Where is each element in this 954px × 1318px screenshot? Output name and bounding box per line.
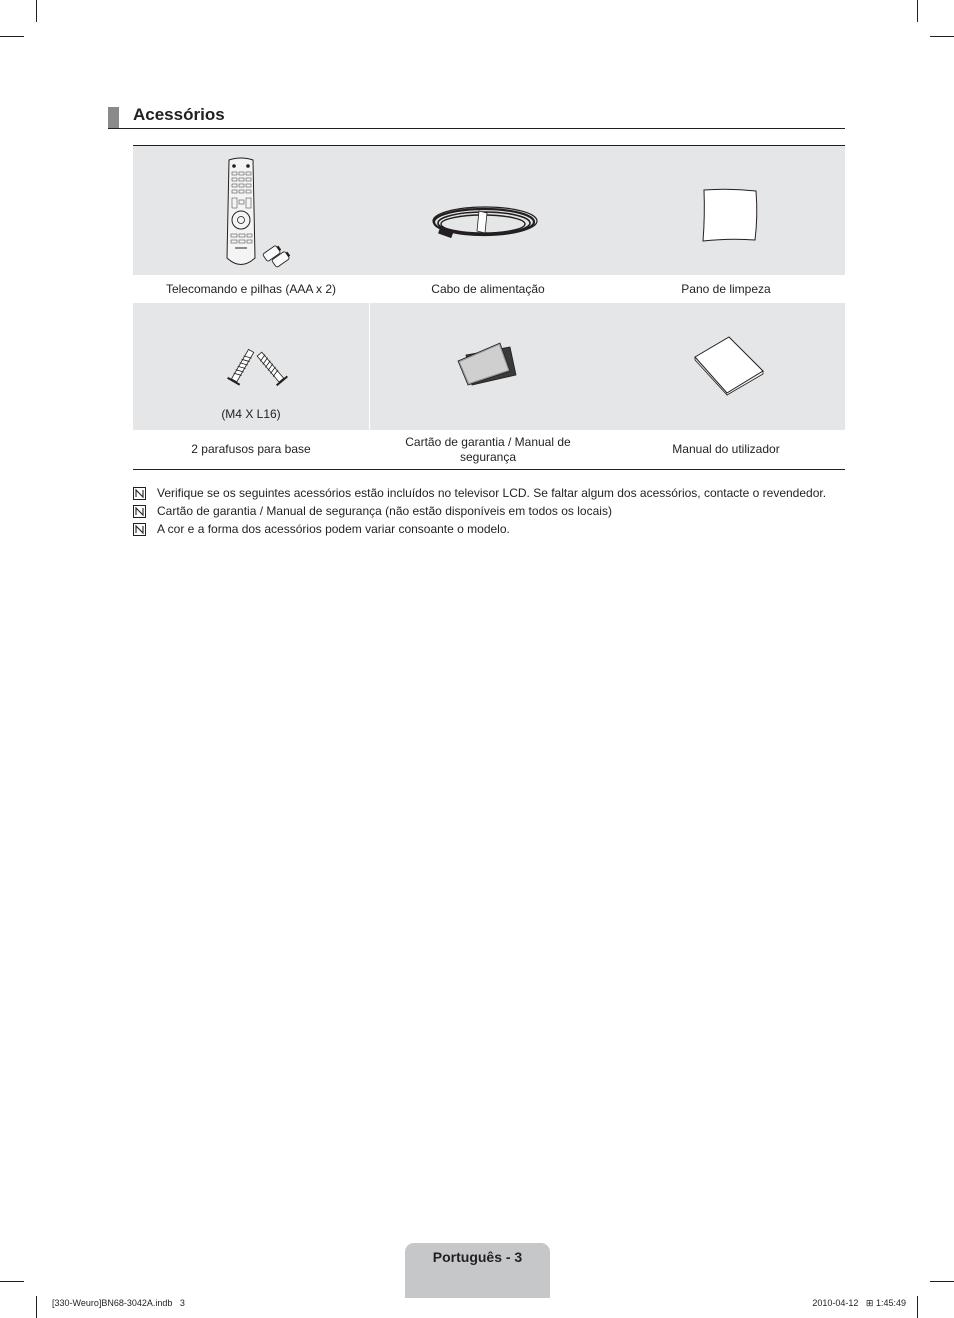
remote-control-icon [221, 156, 306, 271]
note-item [133, 486, 853, 504]
page-number-tab [405, 1243, 550, 1298]
user-manual-cell [607, 303, 845, 430]
item-label: Telecomando e pilhas (AAA x 2) [165, 281, 337, 296]
section-rule [108, 128, 845, 129]
crop-mark [930, 1281, 954, 1282]
note-icon [133, 523, 146, 536]
image-row [133, 303, 845, 430]
image-row [133, 145, 845, 275]
remote-control-cell [133, 146, 369, 275]
note-text: Cartão de garantia / Manual de segurança (não estão disponíveis em todos os locais) [157, 504, 612, 518]
screws-cell [133, 303, 369, 430]
note-icon [133, 487, 146, 500]
section-header [108, 104, 845, 130]
note-icon [133, 505, 146, 518]
cleaning-cloth-cell [607, 146, 845, 275]
crop-mark [930, 36, 954, 37]
cleaning-cloth-icon [700, 186, 760, 242]
crop-mark [36, 0, 37, 22]
accessories-table [133, 144, 845, 470]
crop-mark [917, 0, 918, 22]
warranty-card-cell [369, 303, 608, 430]
footer-file-name: [330-Weuro]BN68-3042A.indb 3 [52, 1298, 185, 1308]
note-item [133, 522, 853, 540]
section-title: Acessórios [133, 105, 225, 124]
screw-size-label: (M4 X L16) [221, 407, 281, 421]
user-manual-icon [691, 335, 767, 395]
crop-mark [36, 1296, 37, 1318]
note-text: A cor e a forma dos acessórios podem variar consoante o modelo. [157, 522, 510, 536]
power-cable-cell [369, 146, 607, 275]
note-text: Verifique se os seguintes acessórios estão incluídos no televisor LCD. Se faltar algum dos acessórios, contacte o revendedor. [157, 486, 827, 500]
item-label: Manual do utilizador [672, 442, 780, 456]
item-label: 2 parafusos para base [191, 442, 311, 456]
crop-mark [0, 36, 24, 37]
crop-mark [0, 1281, 24, 1282]
caption-row [133, 430, 845, 470]
item-label: Cartão de garantia / Manual de segurança [405, 434, 571, 464]
section-marker [108, 107, 119, 129]
item-label: Cabo de alimentação [431, 281, 545, 296]
caption-row [133, 275, 845, 303]
notes-list [133, 486, 853, 540]
note-item [133, 504, 853, 522]
screws-icon [231, 345, 291, 390]
page-label: Português - 3 [432, 1249, 523, 1265]
power-cable-icon [429, 201, 539, 246]
footer-timestamp: 2010-04-12 ⊞ 1:45:49 [812, 1298, 906, 1308]
item-label: Pano de limpeza [681, 281, 771, 296]
crop-mark [917, 1296, 918, 1318]
warranty-card-icon [456, 341, 520, 393]
